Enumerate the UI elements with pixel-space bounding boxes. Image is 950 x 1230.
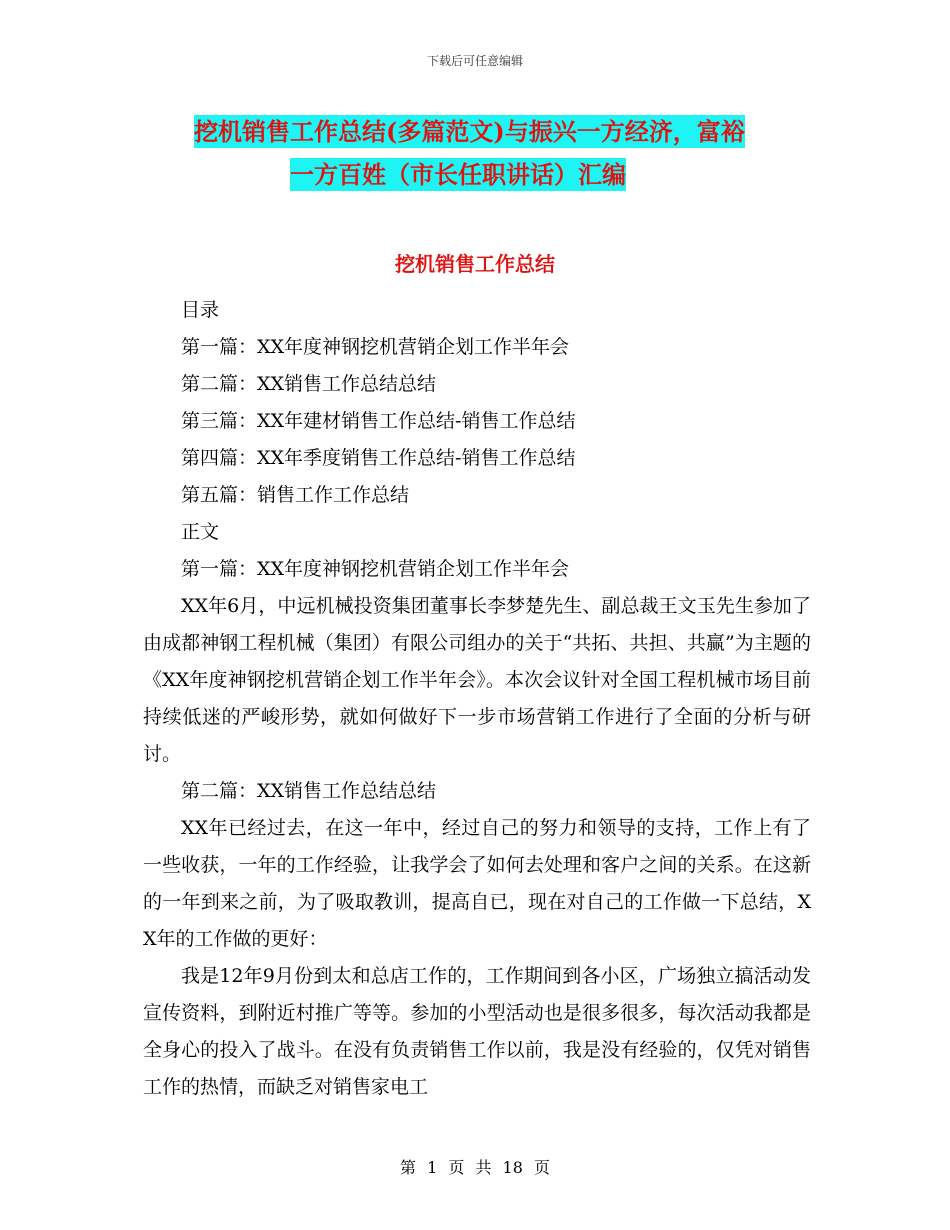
paragraph: 我是12年9月份到太和总店工作的，工作期间到各小区，广场独立搞活动发宣传资料，到附近村推广等等。参加的小型活动也是很多很多，每次活动我都是全身心的投入了战斗。在没有负责销售工作以前，我是没有经验的，仅凭对销售工作的热情，而缺乏对销售家电工	[143, 965, 811, 1098]
title-line-1	[150, 110, 830, 153]
paragraph: XX年已经过去，在这一年中，经过自己的努力和领导的支持，工作上有了一些收获，一年的工作经验，让我学会了如何去处理和客户之间的关系。在这新的一年到来之前，为了吸取教训，提高自已，现在对自己的工作做一下总结，XX年的工作做的更好：	[143, 817, 811, 950]
document-body	[143, 292, 811, 1106]
toc-item: 第一篇：XX年度神钢挖机营销企划工作半年会	[181, 336, 570, 358]
section-heading: 第一篇：XX年度神钢挖机营销企划工作半年会	[181, 558, 570, 580]
paragraph: 目录	[181, 299, 220, 321]
page-number: 第 1 页 共 18 页	[400, 1158, 550, 1177]
title-line-1-text: 挖机销售工作总结(多篇范文)与振兴一方经济，富裕	[194, 117, 745, 146]
section-heading: 第二篇：XX销售工作总结总结	[181, 780, 437, 802]
toc-item: 第三篇：XX年建材销售工作总结-销售工作总结	[181, 410, 576, 432]
document-title	[150, 110, 830, 196]
paragraph: 正文	[181, 521, 220, 543]
title-line-2	[150, 153, 830, 196]
header-note: 下载后可任意编辑	[426, 54, 523, 68]
title-line-2-text: 一方百姓（市长任职讲话）汇编	[290, 160, 626, 189]
toc-item: 第五篇：销售工作工作总结	[181, 484, 410, 506]
toc-item: 第二篇：XX销售工作总结总结	[181, 373, 437, 395]
paragraph: XX年6月，中远机械投资集团董事长李梦楚先生、副总裁王文玉先生参加了由成都神钢工程机械（集团）有限公司组办的关于“共拓、共担、共赢”为主题的《XX年度神钢挖机营销企划工作半年会》。本次会议针对全国工程机械市场目前持续低迷的严峻形势，就如何做好下一步市场营销工作进行了全面的分析与研讨。	[143, 595, 811, 765]
section-title: 挖机销售工作总结	[395, 252, 555, 276]
toc-item: 第四篇：XX年季度销售工作总结-销售工作总结	[181, 447, 576, 469]
